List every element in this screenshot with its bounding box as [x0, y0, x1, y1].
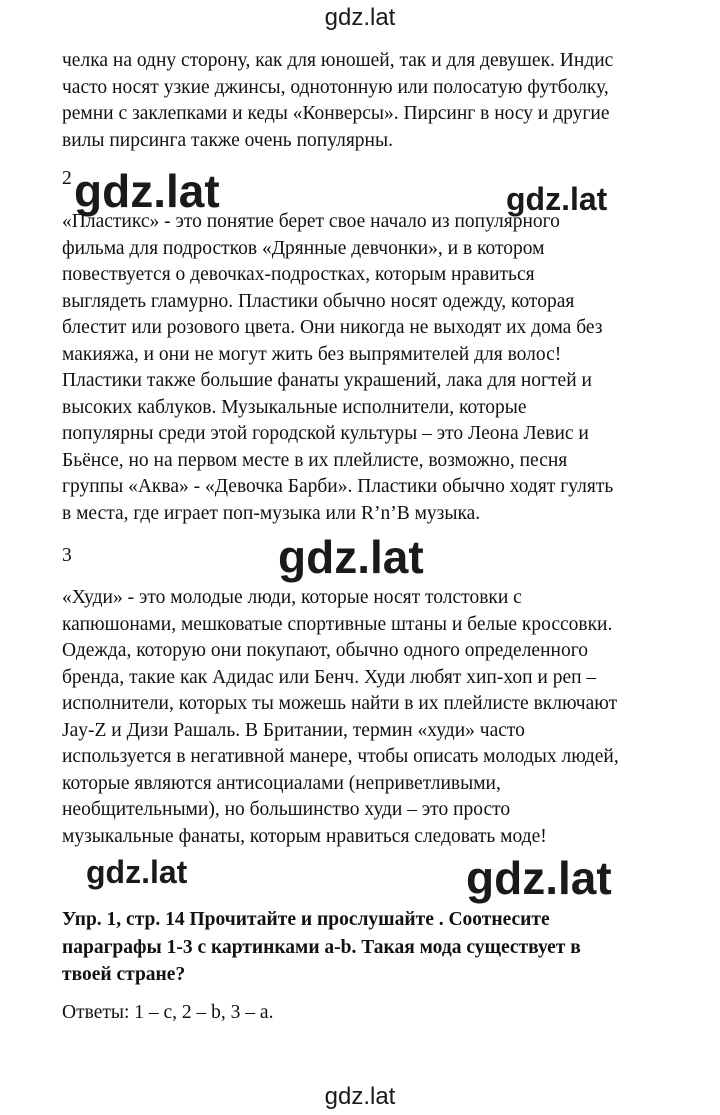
watermark-big-3: gdz.lat [466, 852, 612, 904]
watermark-bottom: gdz.lat [324, 1083, 396, 1110]
paragraph-2-line: высоких каблуков. Музыкальные исполнители, которые [62, 396, 527, 418]
paragraph-2-line: блестит или розового цвета. Они никогда не выходят их дома без [62, 317, 603, 338]
task-heading [62, 906, 662, 989]
answers: Ответы: 1 – c, 2 – b, 3 – a. [62, 1002, 274, 1023]
paragraph-3-line: «Худи» - это молодые люди, которые носят толстовки с [62, 587, 522, 608]
paragraph-2-line: фильма для подростков «Дрянные девчонки», и в котором [62, 237, 545, 259]
paragraph-1-line: часто носят узкие джинсы, однотонную или полосатую футболку, [62, 76, 609, 98]
paragraph-2-line: повествуется о девочках-подростках, которым нравиться [62, 264, 535, 285]
paragraph-1 [62, 48, 662, 154]
paragraph-1-line: ремни с заклепками и кеды «Конверсы». Пирсинг в носу и другие [62, 103, 610, 124]
paragraph-2 [62, 209, 662, 527]
paragraph-2-line: популярны среди этой городской культуры – это Леона Левис и [62, 423, 589, 444]
watermark-mid-2: gdz.lat [86, 854, 188, 890]
paragraph-3-line: музыкальные фанаты, которым нравиться следовать моде! [62, 825, 547, 847]
paragraph-3-line: бренда, такие как Адидас или Бенч. Худи любят хип-хоп и реп – [62, 666, 597, 688]
paragraph-3-line: которые являются антисоциалами (неприветливыми, [62, 772, 501, 794]
paragraph-2-number: 2 [62, 168, 72, 189]
watermark-top: gdz.lat [324, 4, 396, 31]
task-line: Упр. 1, стр. 14 Прочитайте и прослушайте . Соотнесите [62, 909, 550, 930]
paragraph-3-line: Одежда, которую они покупают, обычно одного определенного [62, 640, 588, 661]
task-line: параграфы 1-3 с картинками a-b. Такая мода существует в [62, 936, 581, 958]
task-line: твоей стране? [62, 964, 186, 985]
paragraph-1-line: вилы пирсинга также очень популярны. [62, 129, 393, 151]
paragraph-2-line: Бьёнсе, но на первом месте в их плейлисте, возможно, песня [62, 449, 568, 471]
paragraph-3-line: используется в негативной манере, чтобы описать молодых людей, [62, 746, 619, 767]
paragraph-2-line: группы «Аква» - «Девочка Барби». Пластики обычно ходят гулять [62, 476, 614, 497]
watermark-mid-1: gdz.lat [506, 181, 608, 217]
paragraph-2-line: в места, где играет поп-музыка или R’n’B музыка. [62, 502, 481, 524]
paragraph-3-line: Jay-Z и Дизи Рашаль. В Британии, термин «худи» часто [62, 719, 525, 741]
watermark-big-2: gdz.lat [278, 531, 424, 583]
paragraph-1-line: челка на одну сторону, как для юношей, так и для девушек. Индис [62, 50, 614, 71]
paragraph-3-line: исполнители, которых ты можешь найти в их плейлисте включают [62, 693, 618, 714]
paragraph-3-line: необщительными), но большинство худи – это просто [62, 799, 511, 820]
paragraph-3-number: 3 [62, 545, 72, 566]
paragraph-3 [62, 585, 662, 850]
paragraph-3-line: капюшонами, мешковатые спортивные штаны и белые кроссовки. [62, 613, 613, 635]
paragraph-2-line: выглядеть гламурно. Пластики обычно носят одежду, которая [62, 290, 575, 312]
watermark-big-1: gdz.lat [74, 165, 220, 217]
paragraph-2-line: макияжа, и они не могут жить без выпрямителей для волос! [62, 343, 562, 365]
paragraph-2-line: «Пластикс» - это понятие берет свое начало из популярного [62, 211, 560, 232]
paragraph-2-line: Пластики также большие фанаты украшений, лака для ногтей и [62, 370, 592, 391]
